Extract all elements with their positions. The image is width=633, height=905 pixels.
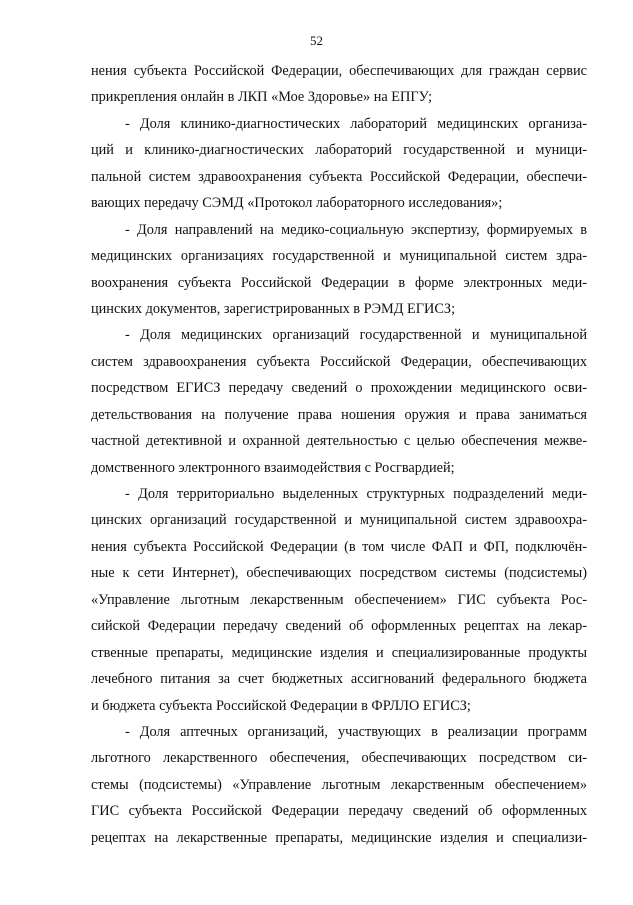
text-line: цинских документов, зарегистрированных в РЭМД ЕГИСЗ; <box>91 300 456 317</box>
text-line: лечебного питания за счет бюджетных ассигнований федерального бюджета <box>91 671 587 688</box>
text-line: прикрепления онлайн в ЛКП «Мое Здоровье» на ЕПГУ; <box>91 89 433 106</box>
text-line: нения субъекта Российской Федерации (в том числе ФАП и ФП, подключён- <box>91 538 587 555</box>
paragraph-first-line: - Доля территориально выделенных структурных подразделений меди- <box>125 486 587 502</box>
text-line: цинских организаций государственной и муниципальной систем здравоохра- <box>91 512 587 529</box>
text-line: сийской Федерации передачу сведений об оформленных рецептах на лекар- <box>91 618 587 635</box>
paragraph-first-line: - Доля направлений на медико-социальную экспертизу, формируемых в <box>125 221 587 238</box>
text-line: «Управление льготным лекарственным обеспечением» ГИС субъекта Рос- <box>91 591 587 608</box>
text-line: ций и клинико-диагностических лабораторий государственной и муници- <box>91 142 587 159</box>
text-line: рецептах на лекарственные препараты, медицинские изделия и специализи- <box>91 829 587 846</box>
text-line: ные к сети Интернет), обеспечивающих посредством системы (подсистемы) <box>91 565 587 582</box>
text-line: домственного электронного взаимодействия с Росгвардией; <box>91 459 455 476</box>
text-line: воохранения субъекта Российской Федерации в форме электронных меди- <box>91 274 587 291</box>
text-line: детельствования на получение права ношения оружия и права заниматься <box>91 406 587 423</box>
text-line: ГИС субъекта Российской Федерации передачу сведений об оформленных <box>91 803 587 820</box>
text-line: частной детективной и охранной деятельностью с целью обеспечения межве- <box>91 433 587 450</box>
text-line: вающих передачу СЭМД «Протокол лабораторного исследования»; <box>91 195 503 212</box>
page-number: 52 <box>310 33 323 48</box>
text-line: посредством ЕГИСЗ передачу сведений о прохождении медицинского осви- <box>91 380 587 397</box>
text-line: пальной систем здравоохранения субъекта Российской Федерации, обеспечи- <box>91 168 587 185</box>
paragraph-first-line: - Доля клинико-диагностических лабораторий медицинских организа- <box>125 115 587 132</box>
paragraph-first-line: - Доля медицинских организаций государственной и муниципальной <box>125 327 587 344</box>
text-line: и бюджета субъекта Российской Федерации в ФРЛЛО ЕГИСЗ; <box>91 697 471 714</box>
document-body <box>91 58 587 851</box>
text-line: льготного лекарственного обеспечения, обеспечивающих посредством си- <box>91 750 587 767</box>
text-line: ственные препараты, медицинские изделия и специализированные продукты <box>91 644 587 661</box>
paragraph-first-line: - Доля аптечных организаций, участвующих в реализации программ <box>125 723 587 740</box>
text-line: медицинских организациях государственной и муниципальной систем здра- <box>91 248 587 265</box>
text-line: стемы (подсистемы) «Управление льготным лекарственным обеспечением» <box>91 776 587 793</box>
text-line: нения субъекта Российской Федерации, обеспечивающих для граждан сервис <box>91 63 587 79</box>
text-line: систем здравоохранения субъекта Российской Федерации, обеспечивающих <box>91 353 587 370</box>
